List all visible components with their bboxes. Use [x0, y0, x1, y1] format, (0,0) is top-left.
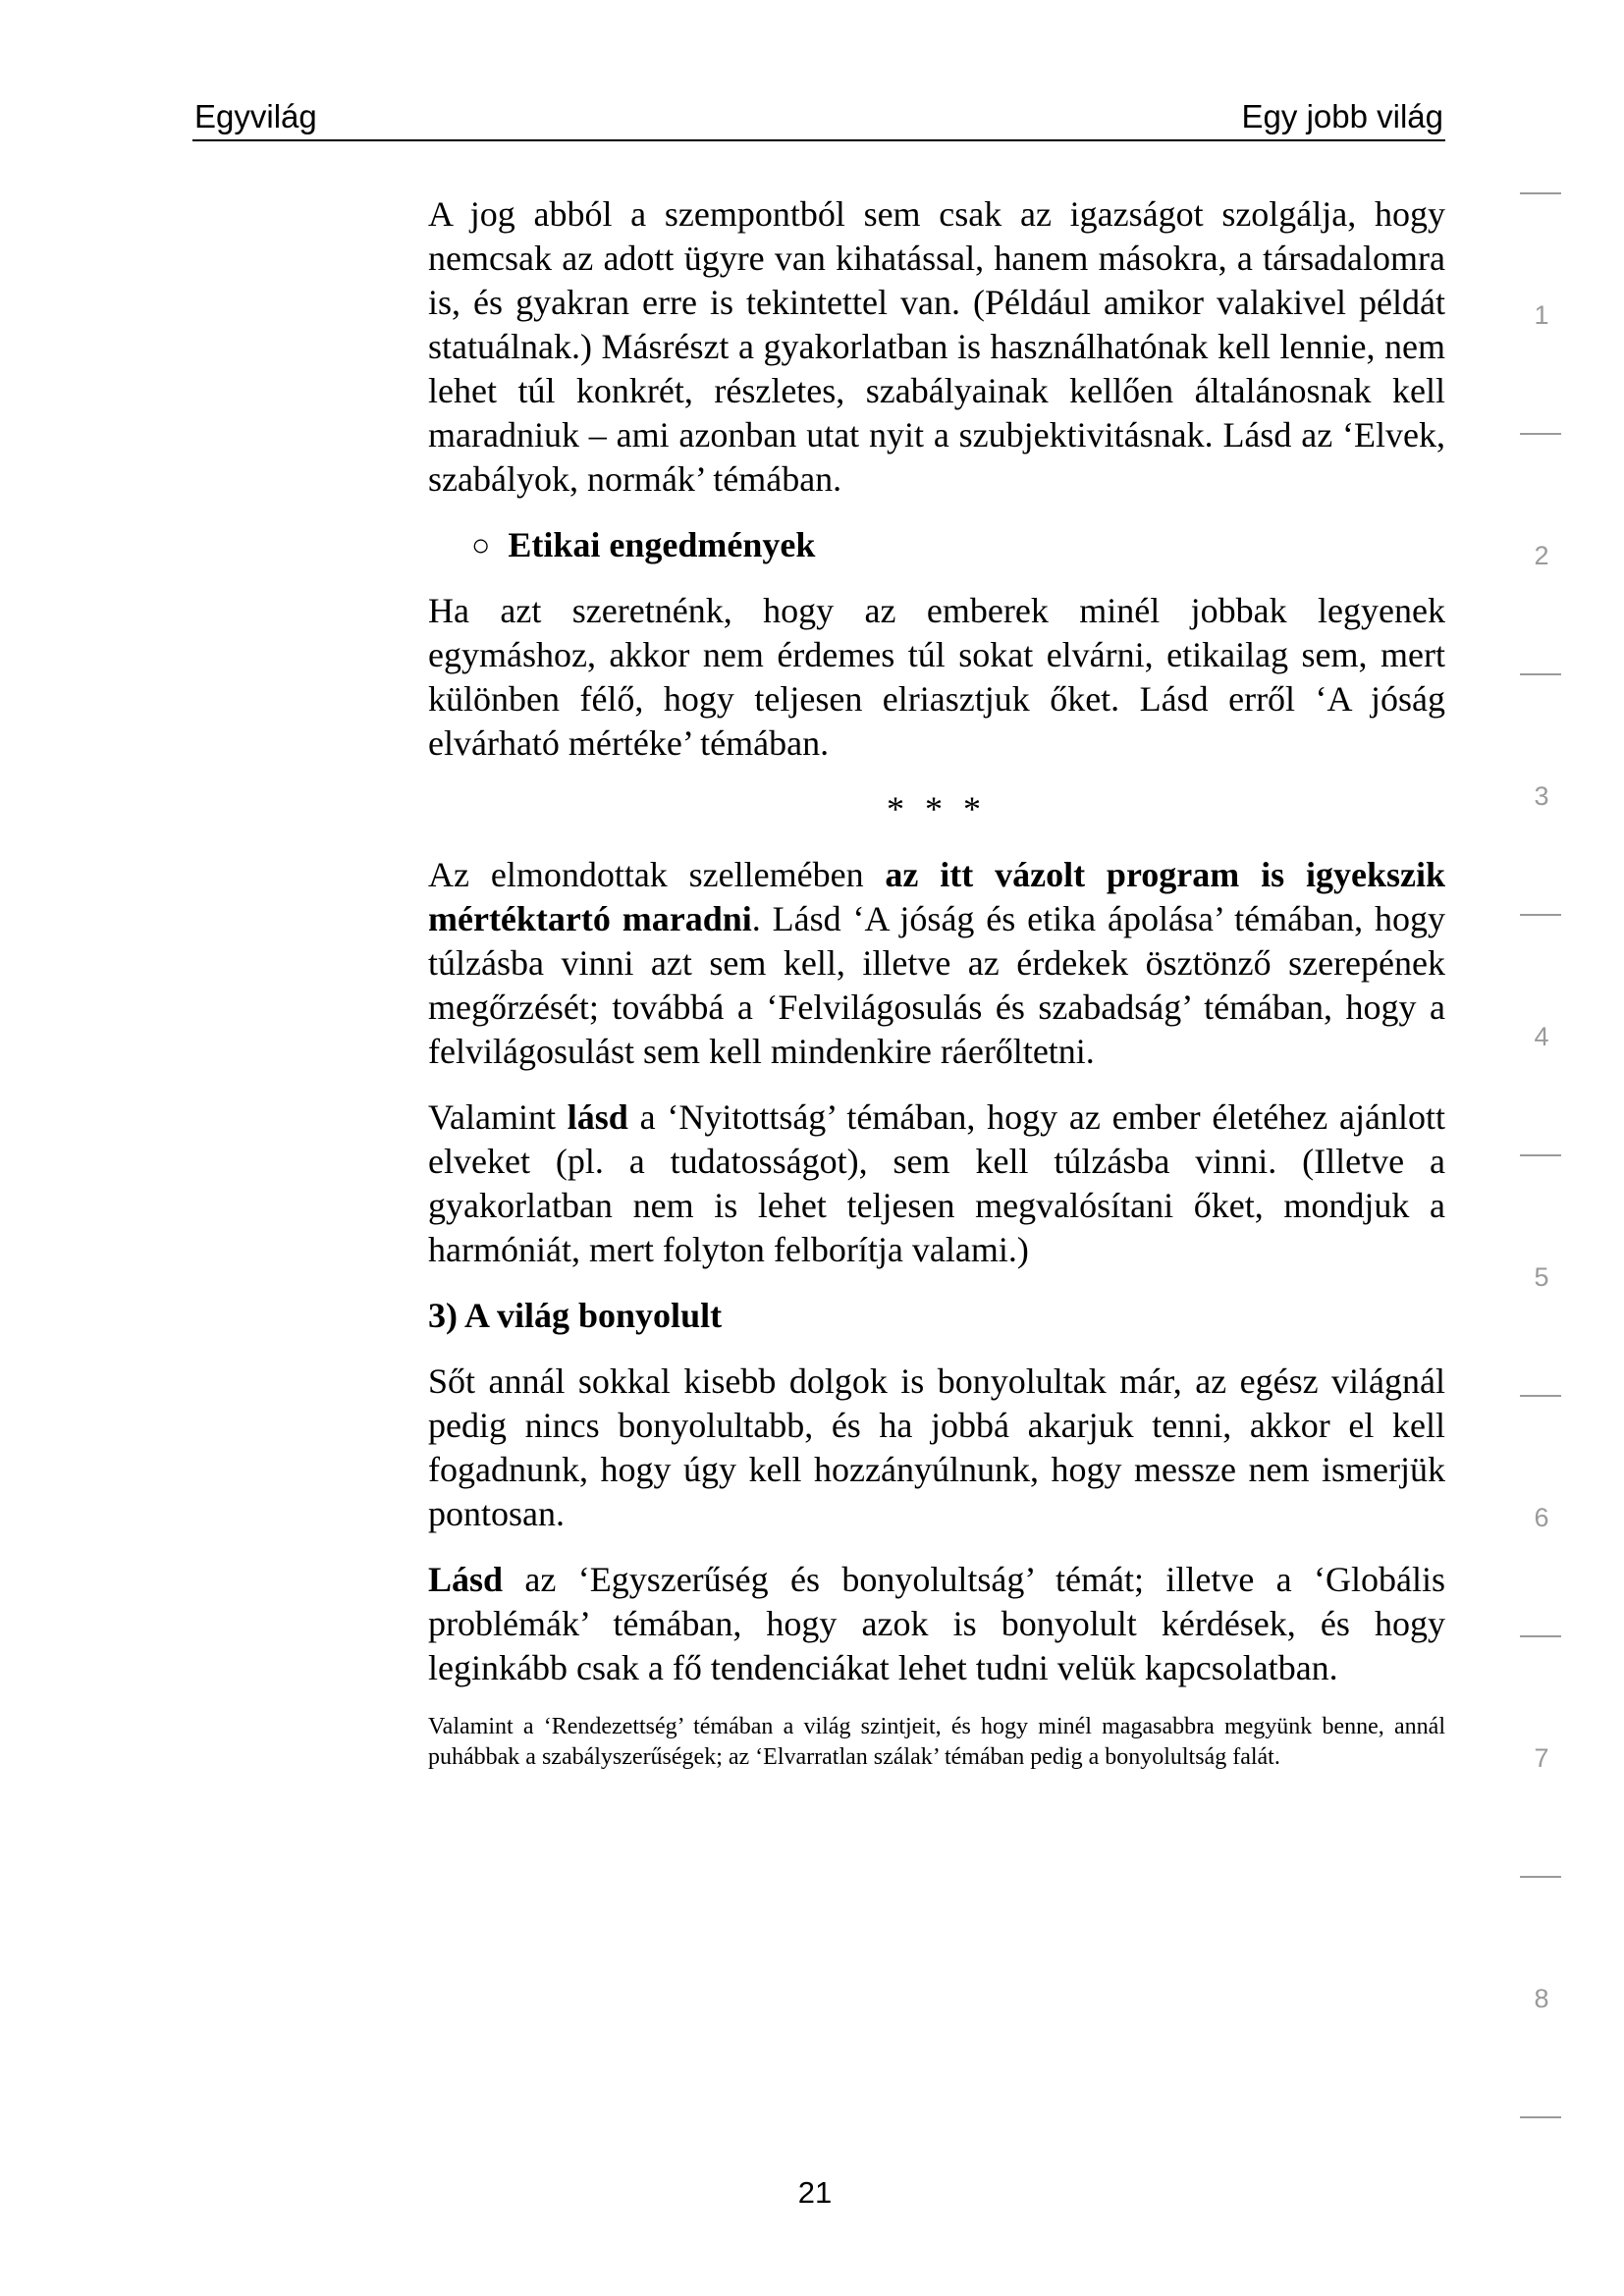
paragraph-4-bold: lásd	[567, 1097, 628, 1137]
margin-rule	[1520, 673, 1561, 675]
paragraph-2: Ha azt szeretnénk, hogy az emberek minél jobbak legyenek egymáshoz, akkor nem érdemes túl sokat elvárni, etikailag sem, mert különben félő, hogy teljesen elriasztjuk őket. Lásd erről ‘A jóság elvárható mértéke’ témában.	[428, 591, 1445, 763]
paragraph-3	[428, 853, 1445, 1074]
margin-rule	[1520, 1154, 1561, 1156]
paragraph-5: Sőt annál sokkal kisebb dolgok is bonyolultak már, az egész világnál pedig nincs bonyolultabb, és ha jobbá akarjuk tenni, akkor el kell fogadnunk, hogy úgy kell hozzányúlnunk, hogy messze nem ismerjük pontosan.	[428, 1362, 1445, 1533]
subheading-etikai-engedmenyek	[471, 523, 1445, 567]
margin-number: 3	[1534, 781, 1549, 811]
margin-number: 6	[1534, 1503, 1549, 1532]
page-number: 21	[797, 2175, 833, 2210]
subheading-text: Etikai engedmények	[508, 525, 816, 564]
margin-number: 7	[1534, 1743, 1549, 1773]
margin-rule	[1520, 192, 1561, 194]
margin-number: 8	[1534, 1984, 1549, 2013]
paragraph-4-start: Valamint	[428, 1097, 568, 1137]
paragraph-3-start: Az elmondottak szellemében	[428, 855, 886, 894]
margin-rule	[1520, 433, 1561, 435]
margin-rule	[1520, 1876, 1561, 1878]
paragraph-4	[428, 1095, 1445, 1272]
paragraph-6-rest: az ‘Egyszerűség és bonyolultság’ témát; illetve a ‘Globális problémák’ témában, hogy azok is bonyolult kérdések, és hogy leginkább csak a fő tendenciákat lehet tudni velük kapcsolatban.	[428, 1560, 1445, 1687]
main-text	[428, 192, 1445, 1773]
paragraph-1: A jog abból a szempontból sem csak az igazságot szolgálja, hogy nemcsak az adott ügyre van kihatással, hanem másokra, a társadalomra is, és gyakran erre is tekintettel van. (Például amikor valakivel példát statuálnak.) Másrészt a gyakorlatban is használhatónak kell lennie, nem lehet túl konkrét, részletes, szabályainak kellően általánosnak kell maradniuk – ami azonban utat nyit a szubjektivitásnak. Lásd az ‘Elvek, szabályok, normák’ témában.	[428, 194, 1445, 499]
margin-rule	[1520, 2116, 1561, 2118]
margin-number: 5	[1534, 1262, 1549, 1292]
paragraph-3-rest: . Lásd ‘A jóság és etika ápolása’ témában, hogy túlzásba vinni azt sem kell, illetve az érdekek ösztönző szerepének megőrzését; továbbá a ‘Felvilágosulás és szabadság’ témában, hogy a felvilágosulást sem kell mindenkire ráerőltetni.	[428, 899, 1446, 1071]
running-header	[192, 96, 1445, 141]
paragraph-3-bold: az itt vázolt program is igyekszik mértéktartó maradni	[428, 855, 1445, 938]
margin-number: 4	[1534, 1022, 1549, 1051]
margin-rule	[1520, 914, 1561, 916]
margin-number: 1	[1534, 300, 1549, 330]
section-heading-3: 3) A világ bonyolult	[428, 1296, 723, 1335]
paragraph-4-rest: a ‘Nyitottság’ témában, hogy az ember életéhez ajánlott elveket (pl. a tudatosságot), sem kell túlzásba vinni. (Illetve a gyakorlatban nem is lehet teljesen megvalósítani őket, mondjuk a harmóniát, mert folyton felborítja valami.)	[428, 1097, 1445, 1269]
paragraph-6-bold: Lásd	[428, 1560, 504, 1599]
small-note: Valamint a ‘Rendezettség’ témában a világ szintjeit, és hogy minél magasabbra megyünk benne, annál puhábbak a szabályszerűségek; az ‘Elvarratlan szálak’ témában pedig a bonyolultság falát.	[428, 1714, 1445, 1770]
paragraph-6	[428, 1558, 1445, 1690]
margin-rule	[1520, 1635, 1561, 1637]
header-right-title: Egy jobb világ	[1241, 98, 1443, 134]
margin-number: 2	[1534, 541, 1549, 570]
margin-rule	[1520, 1395, 1561, 1397]
circle-bullet-icon: ○	[471, 527, 491, 562]
section-separator-stars: * * *	[887, 789, 987, 828]
header-left-title: Egyvilág	[194, 98, 317, 134]
